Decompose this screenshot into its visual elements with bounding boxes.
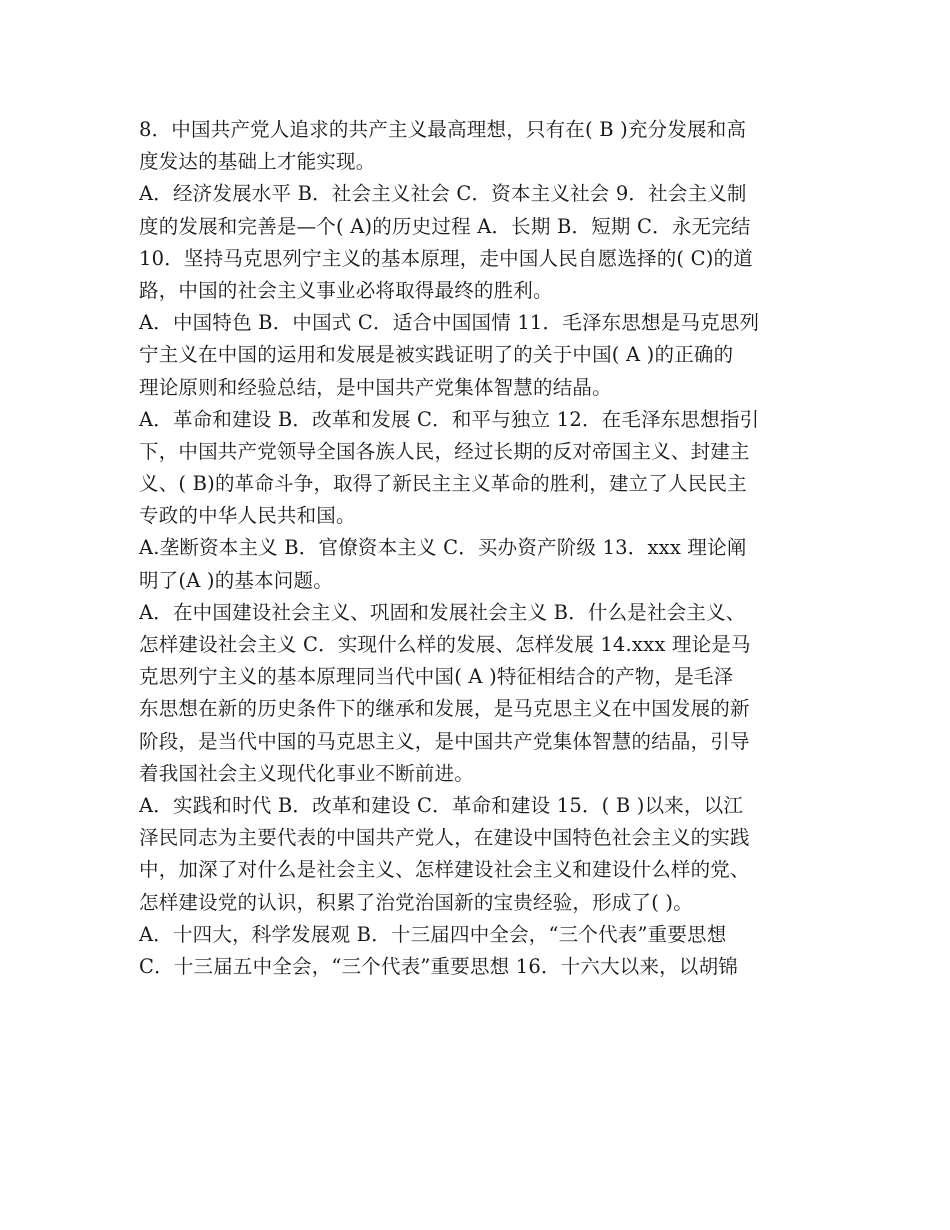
- text-line: 怎样建设党的认识，积累了治党治国新的宝贵经验，形成了( )。: [139, 890, 693, 914]
- text-line: 度的发展和完善是—个( A)的历史过程 A．长期 B．短期 C．永无完结: [139, 214, 751, 238]
- text-line: 东思想在新的历史条件下的继承和发展，是马克思主义在中国发展的新: [139, 697, 750, 721]
- text-line: 着我国社会主义现代化事业不断前进。: [139, 761, 474, 785]
- document-body: [139, 114, 819, 983]
- text-line: 路，中国的社会主义事业必将取得最终的胜利。: [139, 278, 553, 302]
- text-line: 泽民同志为主要代表的中国共产党人，在建设中国特色社会主义的实践: [139, 826, 750, 850]
- text-line: A．中国特色 B．中国式 C．适合中国国情 11．毛泽东思想是马克思列: [139, 311, 760, 335]
- text-line: 8．中国共产党人追求的共产主义最高理想，只有在( B )充分发展和高: [139, 118, 747, 141]
- text-line: 度发达的基础上才能实现。: [139, 150, 376, 174]
- text-line: 克思列宁主义的基本原理同当代中国( A )特征相结合的产物，是毛泽: [139, 665, 734, 689]
- text-line: 怎样建设社会主义 C．实现什么样的发展、怎样发展 14.xxx 理论是马: [139, 633, 751, 656]
- text-line: 义、( B)的革命斗争，取得了新民主主义革命的胜利，建立了人民民主: [139, 472, 747, 496]
- text-line: A.垄断资本主义 B．官僚资本主义 C．买办资产阶级 13．xxx 理论阐: [139, 536, 747, 560]
- text-line: 10．坚持马克思列宁主义的基本原理，走中国人民自愿选择的( C)的道: [139, 246, 753, 270]
- text-line: 中，加深了对什么是社会主义、怎样建设社会主义和建设什么样的党、: [139, 858, 750, 882]
- text-line: 明了(A )的基本问题。: [139, 568, 333, 592]
- text-line: 阶段，是当代中国的马克思主义，是中国共产党集体智慧的结晶，引导: [139, 729, 750, 753]
- text-line: A．革命和建设 B．改革和发展 C．和平与独立 12．在毛泽东思想指引: [139, 407, 760, 431]
- text-line: A．经济发展水平 B．社会主义社会 C．资本主义社会 9．社会主义制: [139, 182, 747, 206]
- text-line: 理论原则和经验总结，是中国共产党集体智慧的结晶。: [139, 375, 612, 399]
- text-line: 下，中国共产党领导全国各族人民，经过长期的反对帝国主义、封建主: [139, 439, 750, 463]
- text-line: A．在中国建设社会主义、巩固和发展社会主义 B．什么是社会主义、: [139, 600, 746, 624]
- text-line: A．实践和时代 B．改革和建设 C．革命和建设 15．( B )以来，以江: [139, 793, 744, 817]
- text-line: 宁主义在中国的运用和发展是被实践证明了的关于中国( A )的正确的: [139, 343, 734, 367]
- text-line: A．十四大，科学发展观 B．十三届四中全会，“三个代表”重要思想: [139, 922, 727, 946]
- text-line: C．十三届五中全会，“三个代表”重要思想 16．十六大以来，以胡锦: [139, 954, 738, 978]
- text-line: 专政的中华人民共和国。: [139, 504, 356, 528]
